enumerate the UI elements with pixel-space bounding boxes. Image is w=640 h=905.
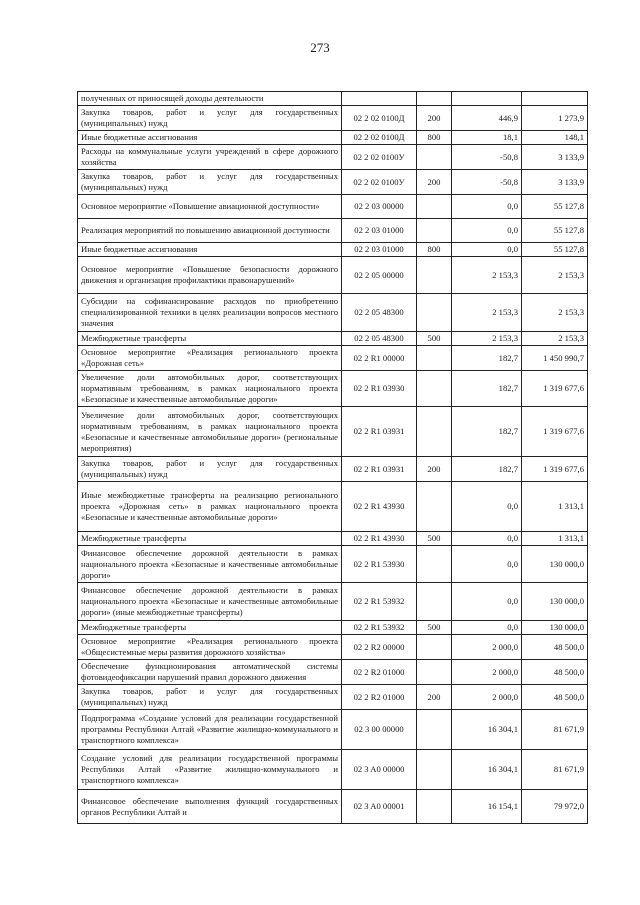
- row-amount-change-cell: 182,7: [452, 346, 522, 371]
- row-amount-total-cell: 48 500,0: [522, 660, 588, 685]
- row-expense-type-cell: [417, 546, 452, 583]
- row-amount-total-cell: 1 319 677,6: [522, 407, 588, 457]
- table-row: [78, 621, 588, 635]
- row-amount-total-cell: 79 972,0: [522, 790, 588, 824]
- row-name-cell: Реализация мероприятий по повышению авиационной доступности: [78, 219, 342, 243]
- row-amount-total-cell: 48 500,0: [522, 635, 588, 660]
- row-name-cell: полученных от приносящей доходы деятельности: [78, 92, 342, 106]
- table-row: [78, 710, 588, 750]
- row-expense-type-cell: [417, 219, 452, 243]
- row-expense-type-cell: [417, 660, 452, 685]
- budget-table: [77, 91, 588, 824]
- row-expense-type-cell: 800: [417, 131, 452, 145]
- row-code-cell: 02 2 R2 00000: [342, 635, 417, 660]
- row-amount-total-cell: 1 273,9: [522, 106, 588, 131]
- row-amount-total-cell: 3 133,9: [522, 170, 588, 195]
- table-row: [78, 532, 588, 546]
- row-name-cell: Расходы на коммунальные услуги учреждений в сфере дорожного хозяйства: [78, 145, 342, 170]
- table-row: [78, 219, 588, 243]
- row-amount-change-cell: 16 154,1: [452, 790, 522, 824]
- table-row: [78, 294, 588, 332]
- row-amount-change-cell: 2 153,3: [452, 332, 522, 346]
- row-code-cell: 02 2 03 00000: [342, 195, 417, 219]
- table-row: [78, 685, 588, 710]
- row-amount-change-cell: 0,0: [452, 583, 522, 621]
- row-name-cell: Иные бюджетные ассигнования: [78, 243, 342, 257]
- row-code-cell: 02 2 R1 03930: [342, 371, 417, 407]
- row-amount-change-cell: 18,1: [452, 131, 522, 145]
- row-amount-total-cell: 130 000,0: [522, 583, 588, 621]
- page-number: 273: [310, 40, 330, 55]
- row-code-cell: 02 2 02 0100Д: [342, 131, 417, 145]
- table-row: [78, 750, 588, 790]
- row-expense-type-cell: [417, 145, 452, 170]
- row-amount-change-cell: -50,8: [452, 170, 522, 195]
- row-code-cell: 02 2 R1 43930: [342, 482, 417, 532]
- row-name-cell: Подпрограмма «Создание условий для реализации государственной программы Республики Алтай «Развитие жилищно-коммунального и транспортного комплекса»: [78, 710, 342, 750]
- row-name-cell: Межбюджетные трансферты: [78, 621, 342, 635]
- row-amount-change-cell: 2 000,0: [452, 685, 522, 710]
- row-amount-total-cell: 1 319 677,6: [522, 371, 588, 407]
- row-name-cell: Основное мероприятие «Реализация регионального проекта «Общесистемные меры развития дорожного хозяйства»: [78, 635, 342, 660]
- row-name-cell: Финансовое обеспечение дорожной деятельности в рамках национального проекта «Безопасные и качественные автомобильные дороги»: [78, 546, 342, 583]
- row-code-cell: 02 2 05 00000: [342, 257, 417, 294]
- budget-table-body: [78, 92, 588, 824]
- row-expense-type-cell: [417, 371, 452, 407]
- row-amount-total-cell: 2 153,3: [522, 332, 588, 346]
- row-amount-total-cell: 55 127,8: [522, 219, 588, 243]
- row-code-cell: 02 2 02 0100У: [342, 145, 417, 170]
- row-expense-type-cell: [417, 346, 452, 371]
- row-name-cell: Закупка товаров, работ и услуг для государственных (муниципальных) нужд: [78, 106, 342, 131]
- row-name-cell: Иные бюджетные ассигнования: [78, 131, 342, 145]
- row-expense-type-cell: [417, 790, 452, 824]
- row-code-cell: 02 2 05 48300: [342, 332, 417, 346]
- row-code-cell: 02 2 R1 53932: [342, 621, 417, 635]
- row-expense-type-cell: 200: [417, 685, 452, 710]
- row-name-cell: Иные межбюджетные трансферты на реализацию регионального проекта «Дорожная сеть» в рамках национального проекта «Безопасные и качественные автомобильные дороги»: [78, 482, 342, 532]
- row-code-cell: 02 2 R1 53930: [342, 546, 417, 583]
- table-row: [78, 257, 588, 294]
- table-row: [78, 346, 588, 371]
- row-name-cell: Увеличение доли автомобильных дорог, соответствующих нормативным требованиям, в рамках национального проекта «Безопасные и качественные автомобильные дороги»: [78, 371, 342, 407]
- row-code-cell: 02 2 R1 53932: [342, 583, 417, 621]
- row-expense-type-cell: [417, 195, 452, 219]
- row-amount-total-cell: 130 000,0: [522, 546, 588, 583]
- row-name-cell: Закупка товаров, работ и услуг для государственных (муниципальных) нужд: [78, 685, 342, 710]
- row-name-cell: Создание условий для реализации государственной программы Республики Алтай «Развитие жилищно-коммунального и транспортного комплекса»: [78, 750, 342, 790]
- row-amount-change-cell: 182,7: [452, 457, 522, 482]
- row-amount-change-cell: 0,0: [452, 195, 522, 219]
- row-amount-total-cell: 1 313,1: [522, 532, 588, 546]
- row-amount-total-cell: 2 153,3: [522, 257, 588, 294]
- row-amount-total-cell: 1 450 990,7: [522, 346, 588, 371]
- row-code-cell: 02 2 03 01000: [342, 243, 417, 257]
- row-amount-total-cell: 148,1: [522, 131, 588, 145]
- row-amount-change-cell: 0,0: [452, 532, 522, 546]
- row-amount-total-cell: 81 671,9: [522, 710, 588, 750]
- row-code-cell: [342, 92, 417, 106]
- row-expense-type-cell: [417, 750, 452, 790]
- row-name-cell: Основное мероприятие «Повышение авиационной доступности»: [78, 195, 342, 219]
- table-row: [78, 195, 588, 219]
- row-expense-type-cell: [417, 407, 452, 457]
- row-code-cell: 02 2 R1 00000: [342, 346, 417, 371]
- table-row: [78, 106, 588, 131]
- row-expense-type-cell: 500: [417, 332, 452, 346]
- row-amount-change-cell: 0,0: [452, 243, 522, 257]
- row-code-cell: 02 2 R2 01000: [342, 660, 417, 685]
- table-row: [78, 790, 588, 824]
- row-name-cell: Увеличение доли автомобильных дорог, соответствующих нормативным требованиям, в рамках национального проекта «Безопасные и качественные автомобильные дороги» (региональные мероприятия): [78, 407, 342, 457]
- row-amount-total-cell: 48 500,0: [522, 685, 588, 710]
- row-amount-total-cell: 1 319 677,6: [522, 457, 588, 482]
- row-code-cell: 02 3 00 00000: [342, 710, 417, 750]
- row-name-cell: Финансовое обеспечение дорожной деятельности в рамках национального проекта «Безопасные и качественные автомобильные дороги» (иные межбюджетные трансферты): [78, 583, 342, 621]
- row-expense-type-cell: [417, 482, 452, 532]
- row-code-cell: 02 2 03 01000: [342, 219, 417, 243]
- row-expense-type-cell: 500: [417, 532, 452, 546]
- table-row: [78, 243, 588, 257]
- row-amount-total-cell: 55 127,8: [522, 243, 588, 257]
- row-code-cell: 02 2 R2 01000: [342, 685, 417, 710]
- table-row: [78, 546, 588, 583]
- row-amount-total-cell: [522, 92, 588, 106]
- table-row: [78, 457, 588, 482]
- table-row: [78, 407, 588, 457]
- row-amount-change-cell: 16 304,1: [452, 710, 522, 750]
- row-name-cell: Закупка товаров, работ и услуг для государственных (муниципальных) нужд: [78, 170, 342, 195]
- row-code-cell: 02 3 A0 00001: [342, 790, 417, 824]
- table-row: [78, 482, 588, 532]
- row-amount-change-cell: 182,7: [452, 371, 522, 407]
- row-name-cell: Обеспечение функционирования автоматической системы фотовидеофиксации нарушений правил дорожного движения: [78, 660, 342, 685]
- row-expense-type-cell: 200: [417, 106, 452, 131]
- row-expense-type-cell: 800: [417, 243, 452, 257]
- row-amount-change-cell: 2 153,3: [452, 294, 522, 332]
- table-row: [78, 660, 588, 685]
- row-amount-change-cell: 2 000,0: [452, 635, 522, 660]
- table-row: [78, 92, 588, 106]
- row-amount-change-cell: 0,0: [452, 621, 522, 635]
- row-amount-change-cell: 0,0: [452, 219, 522, 243]
- row-expense-type-cell: [417, 257, 452, 294]
- row-code-cell: 02 2 02 0100Д: [342, 106, 417, 131]
- row-expense-type-cell: 200: [417, 457, 452, 482]
- row-amount-total-cell: 3 133,9: [522, 145, 588, 170]
- row-expense-type-cell: [417, 635, 452, 660]
- row-amount-total-cell: 1 313,1: [522, 482, 588, 532]
- row-amount-change-cell: 446,9: [452, 106, 522, 131]
- row-code-cell: 02 2 R1 43930: [342, 532, 417, 546]
- row-amount-change-cell: 2 000,0: [452, 660, 522, 685]
- row-code-cell: 02 2 R1 03931: [342, 407, 417, 457]
- row-code-cell: 02 2 02 0100У: [342, 170, 417, 195]
- table-row: [78, 332, 588, 346]
- table-row: [78, 145, 588, 170]
- row-amount-change-cell: -50,8: [452, 145, 522, 170]
- table-row: [78, 170, 588, 195]
- row-expense-type-cell: [417, 583, 452, 621]
- row-amount-change-cell: 16 304,1: [452, 750, 522, 790]
- row-name-cell: Основное мероприятие «Реализация регионального проекта «Дорожная сеть»: [78, 346, 342, 371]
- row-name-cell: Межбюджетные трансферты: [78, 532, 342, 546]
- row-name-cell: Субсидии на софинансирование расходов по приобретению специализированной техники в целях реализации вопросов местного значения: [78, 294, 342, 332]
- row-expense-type-cell: [417, 710, 452, 750]
- row-expense-type-cell: [417, 92, 452, 106]
- row-amount-change-cell: 2 153,3: [452, 257, 522, 294]
- table-row: [78, 131, 588, 145]
- row-expense-type-cell: 200: [417, 170, 452, 195]
- row-amount-total-cell: 2 153,3: [522, 294, 588, 332]
- row-name-cell: Финансовое обеспечение выполнения функций государственных органов Республики Алтай и: [78, 790, 342, 824]
- row-name-cell: Основное мероприятие «Повышение безопасности дорожного движения и организация профилактики правонарушений»: [78, 257, 342, 294]
- table-row: [78, 583, 588, 621]
- row-amount-change-cell: 0,0: [452, 482, 522, 532]
- row-name-cell: Закупка товаров, работ и услуг для государственных (муниципальных) нужд: [78, 457, 342, 482]
- row-amount-total-cell: 130 000,0: [522, 621, 588, 635]
- row-code-cell: 02 2 R1 03931: [342, 457, 417, 482]
- row-expense-type-cell: [417, 294, 452, 332]
- row-amount-total-cell: 55 127,8: [522, 195, 588, 219]
- row-code-cell: 02 3 A0 00000: [342, 750, 417, 790]
- row-code-cell: 02 2 05 48300: [342, 294, 417, 332]
- row-amount-change-cell: [452, 92, 522, 106]
- row-name-cell: Межбюджетные трансферты: [78, 332, 342, 346]
- row-amount-change-cell: 0,0: [452, 546, 522, 583]
- row-expense-type-cell: 500: [417, 621, 452, 635]
- table-row: [78, 371, 588, 407]
- table-row: [78, 635, 588, 660]
- row-amount-total-cell: 81 671,9: [522, 750, 588, 790]
- row-amount-change-cell: 182,7: [452, 407, 522, 457]
